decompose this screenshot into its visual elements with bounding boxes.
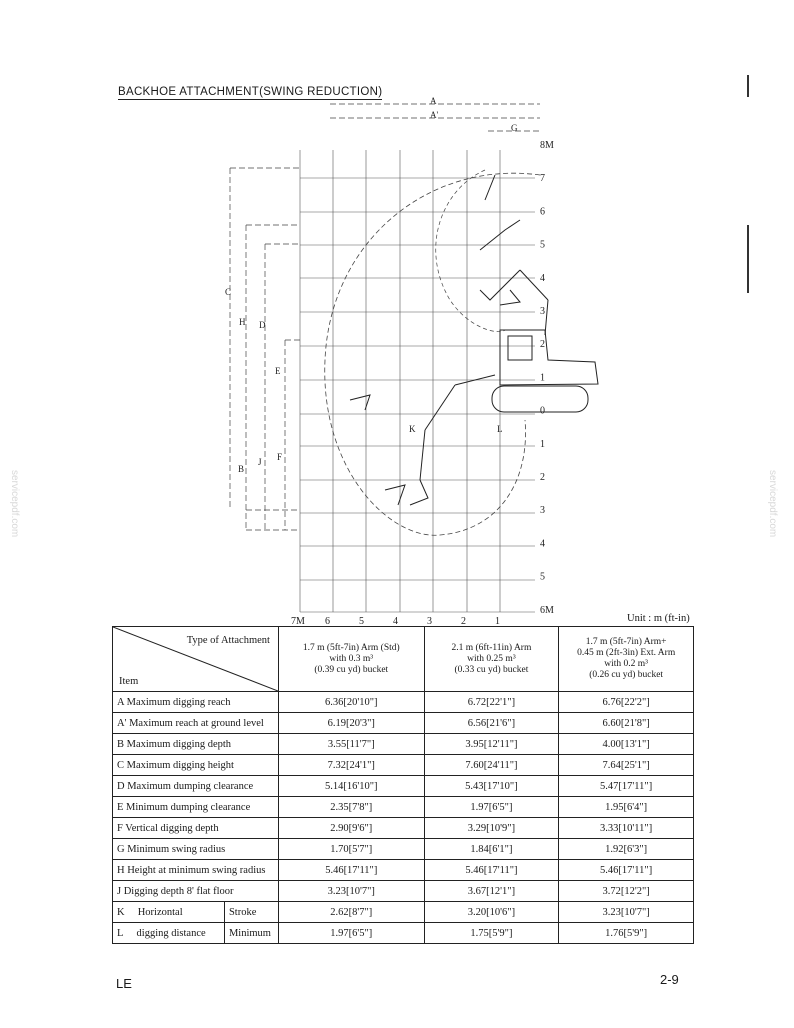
row-k-group: [113, 902, 225, 923]
unit-label: Unit : m (ft-in): [627, 613, 690, 624]
swing-radius-curve: [436, 170, 505, 332]
row-value: 5.47[17'11"]: [559, 776, 694, 797]
right-scale-tick-label: 6: [540, 206, 545, 218]
row-value: 6.36[20'10"]: [278, 692, 424, 713]
footer-code: LE: [116, 976, 132, 991]
dim-label-l: L: [497, 424, 503, 434]
bottom-scale-tick-label: 5: [359, 616, 364, 625]
bottom-scale-tick-label: 3: [427, 616, 432, 625]
dim-label-f: F: [277, 452, 283, 462]
row-l-letter: L: [117, 927, 124, 939]
row-value: 6.60[21'8"]: [559, 713, 694, 734]
col1-line3: (0.39 cu yd) bucket: [314, 664, 389, 675]
row-item-label: H Height at minimum swing radius: [113, 860, 279, 881]
right-scale-tick-label: 2: [540, 339, 545, 351]
dim-label-g: G: [511, 123, 518, 133]
right-scale-tick-label: 4: [540, 538, 545, 550]
col1-line1: 1.7 m (5ft-7in) Arm (Std): [302, 642, 400, 653]
row-value: 7.64[25'1"]: [559, 755, 694, 776]
bottom-scale-tick-label: 1: [495, 616, 500, 625]
right-scale-tick-label: 8M: [540, 140, 554, 151]
row-value: 6.76[22'2"]: [559, 692, 694, 713]
row-value: 3.67[12'1"]: [424, 881, 559, 902]
row-value: 1.92[6'3"]: [559, 839, 694, 860]
row-value: 5.46[17'11"]: [278, 860, 424, 881]
right-scale-tick-label: 5: [540, 571, 545, 583]
spec-table-header: [113, 627, 694, 692]
row-value: 1.70[5'7"]: [278, 839, 424, 860]
dim-label-d: D: [259, 320, 266, 330]
row-item-label: A' Maximum reach at ground level: [113, 713, 279, 734]
row-l-val-3: 1.76[5'9"]: [559, 923, 694, 944]
table-row: [113, 755, 694, 776]
row-value: 3.29[10'9"]: [424, 818, 559, 839]
row-value: 7.32[24'1"]: [278, 755, 424, 776]
right-scale-tick-label: 7: [540, 173, 545, 185]
col-header-ext-arm: [559, 627, 694, 692]
col3-line3: with 0.2 m³: [604, 659, 649, 669]
row-value: 3.23[10'7"]: [278, 881, 424, 902]
table-row: [113, 797, 694, 818]
row-item-label: G Minimum swing radius: [113, 839, 279, 860]
right-scale-tick-label: 4: [540, 272, 545, 284]
page-title: BACKHOE ATTACHMENT(SWING REDUCTION): [118, 86, 383, 98]
bottom-scale-tick-label: 7M: [291, 616, 305, 625]
row-value: 7.60[24'11"]: [424, 755, 559, 776]
row-item-label: B Maximum digging depth: [113, 734, 279, 755]
col-header-long-arm: [424, 627, 559, 692]
col3-line4: (0.26 cu yd) bucket: [589, 670, 664, 680]
row-item-label: D Maximum dumping clearance: [113, 776, 279, 797]
spec-table: [112, 626, 694, 944]
table-row: [113, 692, 694, 713]
watermark-left: servicepdf.com: [9, 470, 20, 538]
row-value: 3.33[10'11"]: [559, 818, 694, 839]
row-value: 6.56[21'6"]: [424, 713, 559, 734]
watermark-right: servicepdf.com: [767, 470, 778, 538]
dim-label-h: H: [239, 317, 246, 327]
row-k-val-1: 2.62[8'7"]: [278, 902, 424, 923]
row-item-label: C Maximum digging height: [113, 755, 279, 776]
right-scale-tick-label: 3: [540, 306, 545, 317]
row-k-letter: K: [117, 906, 125, 918]
diagram-dimension-lines: [230, 104, 540, 530]
dim-label-k: K: [409, 424, 416, 434]
right-scale-tick-label: 3: [540, 505, 545, 517]
row-item-label: F Vertical digging depth: [113, 818, 279, 839]
row-l-sub: Minimum: [224, 923, 278, 944]
item-label: Item: [119, 676, 139, 687]
row-value: 1.97[6'5"]: [424, 797, 559, 818]
page-number: 2-9: [660, 972, 679, 987]
row-value: 2.90[9'6"]: [278, 818, 424, 839]
col3-line1: 1.7 m (5ft-7in) Arm+: [585, 637, 667, 647]
table-row: [113, 734, 694, 755]
table-row: [113, 839, 694, 860]
right-scale-tick-label: 5: [540, 239, 545, 251]
col2-line1: 2.1 m (6ft-11in) Arm: [451, 642, 532, 653]
row-l-group: [113, 923, 225, 944]
table-row: [113, 776, 694, 797]
row-value: 2.35[7'8"]: [278, 797, 424, 818]
dim-label-e: E: [275, 366, 281, 376]
excavator-body-drawing: [350, 175, 598, 505]
row-item-label: E Minimum dumping clearance: [113, 797, 279, 818]
row-value: 3.95[12'11"]: [424, 734, 559, 755]
row-value: 6.72[22'1"]: [424, 692, 559, 713]
dim-label-a-prime: A': [430, 110, 439, 120]
row-value: 3.72[12'2"]: [559, 881, 694, 902]
row-value: 6.19[20'3"]: [278, 713, 424, 734]
row-k-val-3: 3.23[10'7"]: [559, 902, 694, 923]
row-value: 4.00[13'1"]: [559, 734, 694, 755]
row-item-label: J Digging depth 8' flat floor: [113, 881, 279, 902]
bottom-scale-tick-label: 4: [393, 616, 398, 625]
margin-bar-top: [747, 75, 749, 97]
row-l-val-2: 1.75[5'9"]: [424, 923, 559, 944]
row-value: 5.43[17'10"]: [424, 776, 559, 797]
right-scale-tick-label: 1: [540, 372, 545, 384]
dim-label-a: A: [430, 96, 437, 106]
row-l-val-1: 1.97[6'5"]: [278, 923, 424, 944]
table-row-k: [113, 902, 694, 923]
header-corner-cell: [113, 627, 279, 692]
bottom-scale-tick-label: 2: [461, 616, 466, 625]
right-scale-tick-label: 6M: [540, 604, 554, 616]
col2-line3: (0.33 cu yd) bucket: [454, 664, 529, 675]
margin-bar-bottom: [747, 225, 749, 293]
row-value: 1.95[6'4"]: [559, 797, 694, 818]
row-value: 3.55[11'7"]: [278, 734, 424, 755]
right-scale-tick-label: 1: [540, 438, 545, 450]
dim-label-j: J: [258, 457, 262, 467]
row-l-group-label: digging distance: [136, 927, 206, 939]
row-k-sub: Stroke: [224, 902, 278, 923]
row-value: 5.46[17'11"]: [424, 860, 559, 881]
table-row-l: [113, 923, 694, 944]
row-value: 5.46[17'11"]: [559, 860, 694, 881]
table-row: [113, 881, 694, 902]
dim-label-c: C: [225, 287, 232, 297]
bottom-scale-tick-label: 6: [325, 616, 330, 625]
row-k-val-2: 3.20[10'6"]: [424, 902, 559, 923]
type-of-attachment-label: Type of Attachment: [186, 635, 270, 646]
col1-line2: with 0.3 m³: [329, 653, 374, 664]
right-scale-tick-label: 0: [540, 405, 545, 417]
table-row: [113, 713, 694, 734]
dim-label-b: B: [238, 464, 245, 474]
row-k-group-label: Horizontal: [137, 906, 183, 918]
col2-line2: with 0.25 m³: [467, 653, 516, 664]
row-value: 5.14[16'10"]: [278, 776, 424, 797]
col-header-std-arm: [278, 627, 424, 692]
row-item-label: A Maximum digging reach: [113, 692, 279, 713]
col3-line2: 0.45 m (2ft-3in) Ext. Arm: [577, 648, 676, 658]
row-value: 1.84[6'1"]: [424, 839, 559, 860]
table-row: [113, 818, 694, 839]
table-row: [113, 860, 694, 881]
right-scale-tick-label: 2: [540, 472, 545, 483]
